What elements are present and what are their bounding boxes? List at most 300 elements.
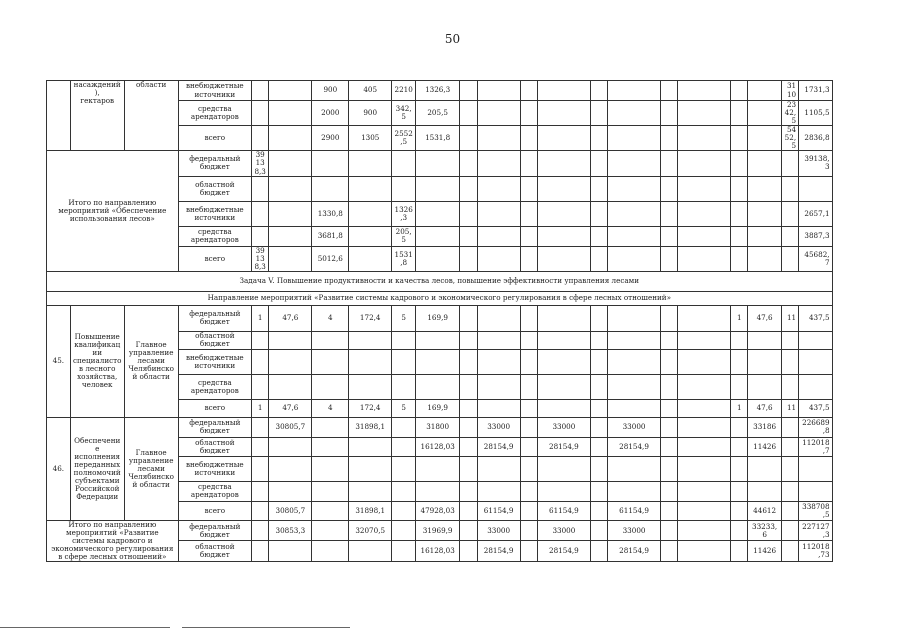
value-cell (460, 417, 477, 437)
value-cell: 227127,3 (799, 520, 832, 541)
value-cell (392, 456, 416, 481)
value-cell (608, 481, 661, 501)
value-cell: 47,6 (269, 305, 312, 331)
value-cell: 226689,8 (799, 417, 832, 437)
value-cell: 11426 (748, 541, 781, 562)
value-cell (269, 126, 312, 151)
value-cell (799, 456, 832, 481)
value-cell (477, 151, 520, 176)
value-cell (678, 349, 731, 374)
value-cell (660, 201, 677, 226)
value-cell: 39138,3 (252, 246, 269, 271)
value-cell: 205,5 (392, 226, 416, 246)
value-cell (269, 349, 312, 374)
value-cell (537, 305, 590, 331)
value-cell: 338708,5 (799, 501, 832, 520)
value-cell: 1531,8 (392, 246, 416, 271)
value-cell (678, 399, 731, 417)
value-cell: 47928,03 (416, 501, 460, 520)
value-cell (537, 374, 590, 399)
funding-source: внебюджетные источники (178, 456, 251, 481)
value-cell: 2836,8 (799, 126, 832, 151)
value-cell: 2552,5 (392, 126, 416, 151)
value-cell (392, 176, 416, 201)
value-cell (748, 226, 781, 246)
value-cell (392, 331, 416, 349)
value-cell (312, 349, 349, 374)
value-cell (748, 101, 781, 126)
value-cell (416, 374, 460, 399)
value-cell (660, 349, 677, 374)
value-cell (678, 305, 731, 331)
value-cell (460, 541, 477, 562)
value-cell (392, 481, 416, 501)
value-cell (416, 331, 460, 349)
value-cell (520, 246, 537, 271)
task-row (47, 271, 891, 291)
itogo-use-label: Итого по направлению мероприятий «Обеспечение использования лесов» (47, 151, 179, 271)
value-cell (252, 541, 269, 562)
value-cell (590, 437, 607, 456)
value-cell (460, 456, 477, 481)
value-cell: 30853,3 (269, 520, 312, 541)
value-cell (678, 541, 731, 562)
value-cell: 33000 (537, 520, 590, 541)
value-cell (392, 501, 416, 520)
value-cell (590, 151, 607, 176)
value-cell (252, 374, 269, 399)
value-cell (660, 126, 677, 151)
funding-source: областной бюджет (178, 541, 251, 562)
value-cell (269, 481, 312, 501)
value-cell (252, 126, 269, 151)
table-row (47, 305, 891, 331)
value-cell: 47,6 (748, 399, 781, 417)
value-cell (608, 176, 661, 201)
value-cell (781, 349, 798, 374)
value-cell (608, 151, 661, 176)
value-cell (520, 226, 537, 246)
value-cell (731, 201, 748, 226)
value-cell (781, 374, 798, 399)
value-cell (252, 349, 269, 374)
value-cell (312, 481, 349, 501)
value-cell (252, 481, 269, 501)
value-cell (392, 417, 416, 437)
value-cell (460, 151, 477, 176)
value-cell (460, 246, 477, 271)
funding-source: федеральный бюджет (178, 305, 251, 331)
value-cell (678, 226, 731, 246)
value-cell (608, 201, 661, 226)
value-cell (460, 374, 477, 399)
value-cell (731, 349, 748, 374)
value-cell (731, 331, 748, 349)
funding-source: всего (178, 126, 251, 151)
value-cell (312, 520, 349, 541)
value-cell (660, 176, 677, 201)
value-cell (731, 541, 748, 562)
value-cell: 16128,03 (416, 437, 460, 456)
value-cell (590, 456, 607, 481)
value-cell: 45682,7 (799, 246, 832, 271)
value-cell (731, 226, 748, 246)
value-cell: 900 (312, 81, 349, 101)
value-cell (660, 151, 677, 176)
value-cell (608, 101, 661, 126)
value-cell: 405 (349, 81, 392, 101)
value-cell (590, 349, 607, 374)
value-cell (312, 437, 349, 456)
value-cell (252, 101, 269, 126)
value-cell (748, 176, 781, 201)
value-cell (781, 501, 798, 520)
funding-source: внебюджетные источники (178, 349, 251, 374)
value-cell (460, 226, 477, 246)
value-cell (731, 520, 748, 541)
value-cell: 31898,1 (349, 501, 392, 520)
table-row (47, 417, 891, 437)
value-cell (520, 331, 537, 349)
value-cell (731, 374, 748, 399)
value-cell (392, 349, 416, 374)
value-cell (416, 481, 460, 501)
value-cell: 1105,5 (799, 101, 832, 126)
value-cell (781, 541, 798, 562)
funding-source: федеральный бюджет (178, 417, 251, 437)
value-cell (477, 399, 520, 417)
value-cell (252, 81, 269, 101)
value-cell (252, 226, 269, 246)
value-cell (269, 437, 312, 456)
row-number (47, 81, 71, 151)
region-cell: области (124, 81, 178, 151)
value-cell (460, 126, 477, 151)
value-cell (252, 437, 269, 456)
funding-source: федеральный бюджет (178, 520, 251, 541)
value-cell (252, 417, 269, 437)
value-cell (781, 417, 798, 437)
value-cell (520, 399, 537, 417)
value-cell: 4 (312, 399, 349, 417)
value-cell: 169,9 (416, 399, 460, 417)
value-cell (269, 201, 312, 226)
value-cell (678, 481, 731, 501)
value-cell (660, 501, 677, 520)
value-cell (416, 176, 460, 201)
value-cell (590, 226, 607, 246)
value-cell: 33000 (608, 520, 661, 541)
value-cell: 437,5 (799, 305, 832, 331)
value-cell: 39138,3 (252, 151, 269, 176)
row-number: 45. (47, 305, 71, 417)
value-cell (269, 101, 312, 126)
value-cell: 3887,3 (799, 226, 832, 246)
value-cell (392, 151, 416, 176)
value-cell (590, 176, 607, 201)
value-cell (269, 176, 312, 201)
value-cell: 33000 (608, 417, 661, 437)
value-cell: 5 (392, 305, 416, 331)
value-cell (799, 331, 832, 349)
value-cell: 1326,3 (392, 201, 416, 226)
value-cell (477, 126, 520, 151)
value-cell (349, 437, 392, 456)
value-cell (460, 481, 477, 501)
value-cell (312, 176, 349, 201)
value-cell (781, 246, 798, 271)
value-cell (660, 101, 677, 126)
value-cell (520, 374, 537, 399)
value-cell (660, 81, 677, 101)
value-cell: 3681,8 (312, 226, 349, 246)
value-cell (537, 176, 590, 201)
value-cell: 112018,73 (799, 541, 832, 562)
value-cell (748, 374, 781, 399)
value-cell (660, 374, 677, 399)
itogo-staff-label: Итого по направлению мероприятий «Развитие системы кадрового и экономического регулирования в сфере лесных отношений» (47, 520, 179, 561)
value-cell: 1 (252, 305, 269, 331)
value-cell (678, 101, 731, 126)
value-cell (678, 456, 731, 481)
value-cell: 1305 (349, 126, 392, 151)
value-cell: 32070,5 (349, 520, 392, 541)
value-cell (590, 101, 607, 126)
value-cell (477, 305, 520, 331)
value-cell (590, 81, 607, 101)
value-cell: 342,5 (392, 101, 416, 126)
value-cell (608, 305, 661, 331)
task-header: Задача V. Повышение продуктивности и качества лесов, повышение эффективности управления лесами (47, 271, 833, 291)
value-cell (781, 437, 798, 456)
value-cell (660, 305, 677, 331)
value-cell (520, 456, 537, 481)
value-cell: 31969,9 (416, 520, 460, 541)
footer-rule-left (0, 627, 170, 628)
value-cell (608, 331, 661, 349)
value-cell: 33000 (477, 520, 520, 541)
value-cell: 2342,5 (781, 101, 798, 126)
value-cell (537, 201, 590, 226)
value-cell: 30805,7 (269, 501, 312, 520)
value-cell (416, 151, 460, 176)
value-cell (731, 81, 748, 101)
value-cell (416, 456, 460, 481)
value-cell (477, 246, 520, 271)
value-cell: 28154,9 (537, 437, 590, 456)
value-cell (312, 541, 349, 562)
value-cell (731, 126, 748, 151)
value-cell (678, 151, 731, 176)
value-cell (660, 331, 677, 349)
value-cell (748, 201, 781, 226)
value-cell: 47,6 (748, 305, 781, 331)
value-cell (460, 399, 477, 417)
object-name-line-2: гектаров (80, 96, 115, 106)
value-cell (781, 331, 798, 349)
value-cell (678, 201, 731, 226)
value-cell (349, 541, 392, 562)
funding-source: внебюджетные источники (178, 201, 251, 226)
value-cell (252, 501, 269, 520)
value-cell: 44612 (748, 501, 781, 520)
value-cell (460, 305, 477, 331)
funding-source: федеральный бюджет (178, 151, 251, 176)
value-cell (731, 176, 748, 201)
value-cell (269, 246, 312, 271)
value-cell (252, 331, 269, 349)
value-cell: 437,5 (799, 399, 832, 417)
value-cell: 205,5 (416, 101, 460, 126)
value-cell: 31800 (416, 417, 460, 437)
table-row (47, 151, 891, 176)
value-cell (349, 226, 392, 246)
value-cell: 31898,1 (349, 417, 392, 437)
value-cell (477, 481, 520, 501)
budget-table (46, 80, 891, 562)
page-number: 50 (444, 32, 461, 46)
value-cell (269, 331, 312, 349)
funding-source: всего (178, 399, 251, 417)
funding-source: всего (178, 501, 251, 520)
value-cell: 39138,3 (799, 151, 832, 176)
value-cell (608, 126, 661, 151)
value-cell (460, 501, 477, 520)
value-cell (477, 331, 520, 349)
value-cell (349, 176, 392, 201)
value-cell (349, 201, 392, 226)
value-cell (748, 81, 781, 101)
value-cell (520, 201, 537, 226)
value-cell (590, 126, 607, 151)
value-cell: 28154,9 (608, 437, 661, 456)
value-cell: 900 (349, 101, 392, 126)
value-cell (799, 176, 832, 201)
value-cell: 28154,9 (477, 541, 520, 562)
value-cell (660, 399, 677, 417)
value-cell (608, 81, 661, 101)
value-cell (678, 126, 731, 151)
value-cell: 11 (781, 399, 798, 417)
value-cell: 61154,9 (608, 501, 661, 520)
value-cell (520, 101, 537, 126)
value-cell (781, 481, 798, 501)
value-cell: 11426 (748, 437, 781, 456)
value-cell (608, 349, 661, 374)
value-cell (678, 520, 731, 541)
value-cell (520, 501, 537, 520)
value-cell (312, 501, 349, 520)
value-cell (590, 331, 607, 349)
funding-source: областной бюджет (178, 331, 251, 349)
value-cell: 28154,9 (537, 541, 590, 562)
value-cell (590, 541, 607, 562)
value-cell (477, 349, 520, 374)
value-cell (460, 437, 477, 456)
footer-rule-right (182, 627, 350, 628)
value-cell (477, 456, 520, 481)
value-cell (416, 226, 460, 246)
value-cell (520, 520, 537, 541)
value-cell (781, 151, 798, 176)
value-cell (590, 417, 607, 437)
executor: Главное управление лесами Челябинской области (124, 305, 178, 417)
value-cell (477, 81, 520, 101)
value-cell: 5452,5 (781, 126, 798, 151)
value-cell (477, 201, 520, 226)
value-cell (349, 374, 392, 399)
value-cell (660, 437, 677, 456)
value-cell (269, 456, 312, 481)
value-cell (520, 437, 537, 456)
value-cell (312, 417, 349, 437)
value-cell (660, 541, 677, 562)
value-cell (537, 331, 590, 349)
value-cell (520, 151, 537, 176)
value-cell (678, 417, 731, 437)
value-cell: 28154,9 (608, 541, 661, 562)
value-cell (460, 176, 477, 201)
value-cell (748, 331, 781, 349)
value-cell: 28154,9 (477, 437, 520, 456)
value-cell (520, 81, 537, 101)
value-cell (678, 374, 731, 399)
value-cell (477, 176, 520, 201)
value-cell: 4 (312, 305, 349, 331)
value-cell (349, 349, 392, 374)
value-cell (678, 81, 731, 101)
value-cell (392, 541, 416, 562)
funding-source: средства арендаторов (178, 374, 251, 399)
value-cell (520, 349, 537, 374)
value-cell (678, 246, 731, 271)
value-cell (252, 456, 269, 481)
funding-source: средства арендаторов (178, 101, 251, 126)
value-cell (781, 226, 798, 246)
funding-source: областной бюджет (178, 437, 251, 456)
value-cell (520, 176, 537, 201)
value-cell (748, 151, 781, 176)
value-cell (520, 305, 537, 331)
value-cell: 5 (392, 399, 416, 417)
value-cell (269, 541, 312, 562)
funding-source: областной бюджет (178, 176, 251, 201)
value-cell (660, 456, 677, 481)
value-cell (460, 201, 477, 226)
value-cell (349, 151, 392, 176)
value-cell (590, 374, 607, 399)
value-cell (520, 126, 537, 151)
value-cell: 2900 (312, 126, 349, 151)
value-cell: 3110 (781, 81, 798, 101)
value-cell (731, 437, 748, 456)
funding-source: средства арендаторов (178, 226, 251, 246)
value-cell (590, 246, 607, 271)
value-cell (392, 520, 416, 541)
value-cell (520, 417, 537, 437)
value-cell (349, 246, 392, 271)
value-cell (608, 226, 661, 246)
value-cell (748, 481, 781, 501)
measure-name: Повышение квалификации специалистов лесного хозяйства, человек (70, 305, 124, 417)
value-cell (460, 331, 477, 349)
value-cell (731, 417, 748, 437)
value-cell (252, 520, 269, 541)
table-row (47, 520, 891, 541)
value-cell (537, 126, 590, 151)
value-cell: 1326,3 (416, 81, 460, 101)
value-cell (781, 201, 798, 226)
